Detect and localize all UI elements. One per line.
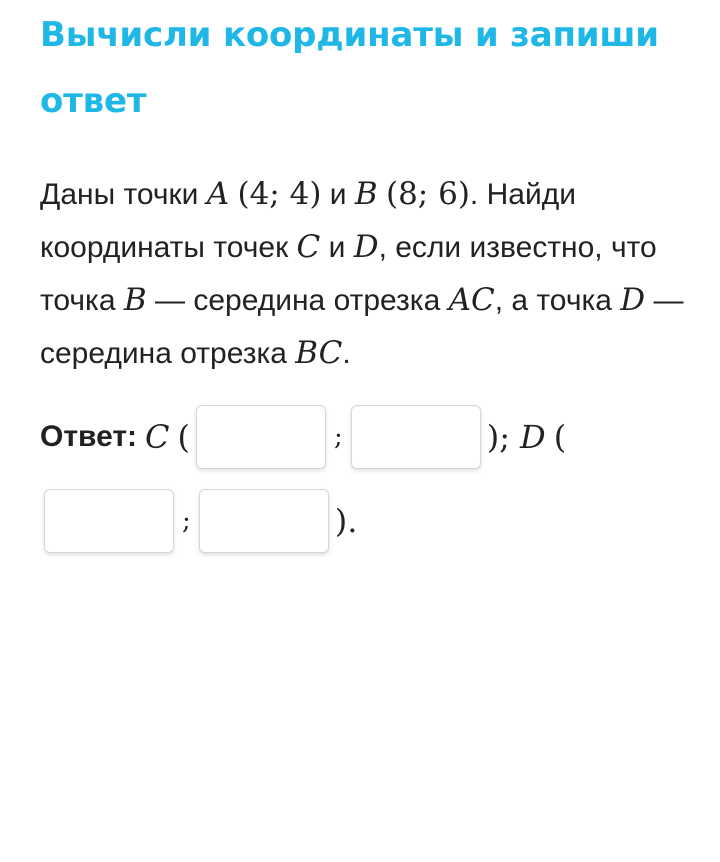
open-paren-c: ( bbox=[177, 418, 191, 456]
point-b-name-2: B bbox=[123, 282, 147, 318]
answer-section bbox=[40, 402, 690, 556]
separator-c: ; bbox=[334, 422, 343, 452]
separator-d: ; bbox=[182, 506, 191, 536]
segment-bc: BC bbox=[295, 335, 343, 371]
answer-label: Ответ: bbox=[40, 420, 138, 453]
c-x-input[interactable] bbox=[196, 405, 326, 469]
segment-ac: AC bbox=[448, 282, 495, 318]
and-text-2: и bbox=[320, 231, 354, 264]
sentence-1-end: . Найди координаты точек bbox=[40, 178, 576, 264]
midpoint-text-2: — середина отрезка bbox=[40, 284, 684, 370]
point-a-coords: (4; 4) bbox=[237, 176, 322, 212]
d-x-input[interactable] bbox=[44, 489, 174, 553]
c-y-input[interactable] bbox=[351, 405, 481, 469]
given-prefix: Даны точки bbox=[40, 178, 207, 211]
point-b-name: B bbox=[354, 176, 378, 212]
close-paren-d: ). bbox=[334, 502, 358, 540]
open-paren-d: ( bbox=[553, 418, 567, 456]
point-c-name: C bbox=[296, 229, 321, 265]
point-b-coords: (8; 6) bbox=[385, 176, 470, 212]
period: . bbox=[342, 337, 351, 370]
d-y-input[interactable] bbox=[199, 489, 329, 553]
and-text-1: и bbox=[321, 178, 355, 211]
answer-line-2 bbox=[40, 486, 690, 556]
point-d-name-2: D bbox=[620, 282, 646, 318]
midpoint-text-1: — середина отрезка bbox=[146, 284, 449, 317]
close-paren-c: ); bbox=[486, 418, 511, 456]
problem-statement bbox=[40, 168, 690, 380]
task-title: Вычисли координаты и запиши ответ bbox=[40, 15, 659, 121]
point-d-name: D bbox=[353, 229, 379, 265]
known-text: , если известно, что точка bbox=[40, 231, 657, 317]
answer-line-1 bbox=[40, 402, 690, 472]
comma-a-text: , а точка bbox=[494, 284, 621, 317]
task-page bbox=[40, 0, 690, 556]
answer-c-name: C bbox=[145, 418, 170, 456]
answer-d-name: D bbox=[520, 418, 546, 456]
point-a-name: A bbox=[206, 176, 230, 212]
